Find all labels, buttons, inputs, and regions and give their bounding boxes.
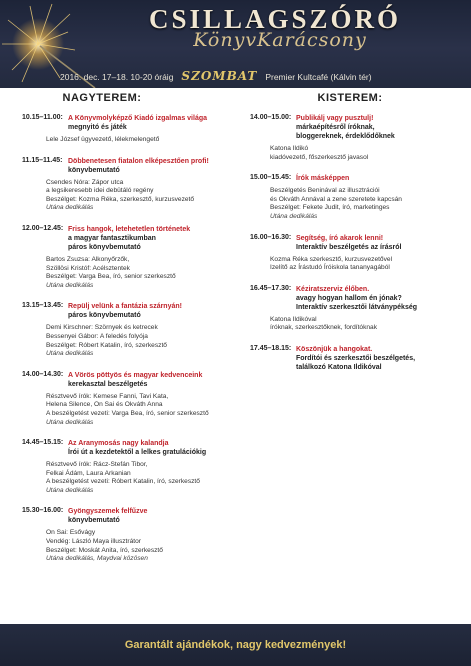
slot-heading bbox=[296, 114, 395, 141]
slot-subtitle: megnyitó és játék bbox=[68, 124, 127, 131]
slot-detail-line: Kozma Réka szerkesztő, kurzusvezetővel bbox=[270, 255, 393, 263]
slot-heading bbox=[296, 174, 349, 183]
event-venue: Premier Kultcafé (Kálvin tér) bbox=[265, 72, 372, 82]
slot-signing-note: Utána dedikálás bbox=[46, 350, 94, 358]
slot-title: Repülj velünk a fantázia szárnyán! bbox=[68, 303, 182, 311]
slot-header bbox=[250, 345, 455, 372]
slot-header bbox=[22, 507, 247, 525]
slot-header bbox=[22, 371, 247, 389]
slot-detail-line: Beszélget: Fekete Judit, író, marketinges bbox=[270, 204, 390, 212]
slot-title: Segítség, író akarok lenni! bbox=[296, 234, 384, 242]
slot-header bbox=[250, 234, 455, 252]
slot-detail-line: Beszélget: Varga Bea, író, senior szerkesztő bbox=[46, 273, 176, 281]
slot-details bbox=[22, 136, 247, 145]
slot-detail-line: Demi Kirschner: Szörnyek és ketrecek bbox=[46, 324, 158, 332]
slot-detail-line: Helena Silence, On Sai és Okváth Anna bbox=[46, 401, 163, 409]
slot-detail-line: Vendég: László Maya illusztrátor bbox=[46, 538, 141, 546]
slot-title: Kéziratszerviz élőben. bbox=[296, 285, 370, 293]
slot-details bbox=[250, 316, 455, 333]
program-slot bbox=[250, 174, 455, 221]
slot-details bbox=[250, 145, 455, 162]
slot-title: Publikálj vagy pusztulj! bbox=[296, 115, 374, 122]
slot-time: 10.15–11.00: bbox=[22, 114, 63, 121]
event-subtitle: KönyvKarácsony bbox=[193, 29, 367, 51]
slot-detail-line: A beszélgetést vezeti: Varga Bea, író, senior szerkesztő bbox=[46, 409, 209, 417]
slot-heading bbox=[68, 371, 202, 389]
program-slot bbox=[22, 507, 247, 563]
slot-time: 16.00–16.30: bbox=[250, 233, 292, 241]
slot-title: Írók másképpen bbox=[296, 175, 350, 183]
slot-header bbox=[250, 114, 455, 141]
slot-detail-line: Katona Ildikó bbox=[270, 145, 309, 152]
slot-detail-line: Beszélget: Moskát Anita, író, szerkesztő bbox=[46, 546, 163, 554]
slot-details bbox=[22, 179, 247, 213]
slot-heading bbox=[68, 302, 182, 320]
slot-time: 15.00–15.45: bbox=[250, 174, 292, 182]
slot-details bbox=[250, 256, 455, 273]
slot-title: Gyöngyszemek felfűzve bbox=[68, 508, 148, 516]
slot-title: Friss hangok, letehetetlen történetek bbox=[68, 225, 191, 233]
slot-header bbox=[250, 285, 455, 312]
slot-details bbox=[22, 461, 247, 495]
slot-subtitle: könyvbemutató bbox=[68, 166, 120, 174]
slot-subtitle: márkaépítésről íróknak, bloggereknek, érdeklődőknek bbox=[296, 124, 395, 140]
slot-heading bbox=[68, 225, 190, 252]
slot-detail-line: Beszélget: Kozma Réka, szerkesztő, kurzusvezető bbox=[46, 195, 195, 203]
slot-detail-line: On Sai: Esővágy bbox=[46, 529, 96, 537]
slot-subtitle: Interaktív beszélgetés az írásról bbox=[296, 243, 402, 251]
slot-header bbox=[22, 114, 247, 132]
slot-detail-line: Felkai Ádám, Laura Arkanian bbox=[46, 469, 131, 477]
slot-subtitle: páros könyvbemutató bbox=[68, 312, 141, 320]
slot-heading bbox=[68, 439, 206, 457]
slot-signing-note: Utána dedikálás bbox=[46, 281, 94, 289]
footer-banner bbox=[0, 624, 471, 666]
slot-time: 12.00–12.45: bbox=[22, 224, 64, 232]
slot-signing-note: Utána dedikálás, Maydvai közösen bbox=[46, 555, 148, 563]
slot-time: 17.45–18.15: bbox=[250, 344, 292, 352]
room-title-nagyterem: NAGYTEREM: bbox=[62, 92, 142, 104]
slot-heading bbox=[296, 234, 401, 252]
slot-time: 16.45–17.30: bbox=[250, 284, 292, 292]
slot-heading bbox=[296, 285, 417, 312]
slot-detail-line: kiadóvezető, főszerkesztő javasol bbox=[270, 153, 369, 161]
program-slot bbox=[250, 234, 455, 273]
slot-signing-note: Utána dedikálás bbox=[46, 418, 94, 426]
slot-detail-line: Beszélget: Róbert Katalin, író, szerkesztő bbox=[46, 341, 167, 349]
slot-subtitle: Fordítói és szerkesztői beszélgetés, találkozó Katona Ildikóval bbox=[296, 354, 416, 371]
slot-header bbox=[22, 225, 247, 252]
slot-details bbox=[22, 529, 247, 563]
room-nagyterem bbox=[22, 92, 247, 576]
slot-heading bbox=[68, 114, 207, 132]
slot-subtitle: kerekasztal beszélgetés bbox=[68, 380, 148, 388]
slot-time: 11.15–11.45: bbox=[22, 156, 63, 164]
slot-title: A Könyvmolyképző Kiadó izgalmas világa bbox=[68, 115, 208, 122]
slot-header bbox=[22, 302, 247, 320]
slot-detail-line: Katona Ildikóval bbox=[270, 315, 317, 323]
slot-title: A Vörös pöttyös és magyar kedvenceink bbox=[68, 371, 203, 379]
slot-time: 13.15–13.45: bbox=[22, 302, 64, 310]
slot-time: 14.00–15.00: bbox=[250, 114, 292, 121]
slot-title: Döbbenetesen fiatalon elképesztően profi! bbox=[68, 157, 209, 165]
event-day: SZOMBAT bbox=[181, 69, 258, 83]
program-slot bbox=[250, 345, 455, 372]
slot-heading bbox=[68, 157, 209, 175]
slot-heading bbox=[296, 345, 415, 372]
slot-heading bbox=[68, 507, 147, 525]
slot-detail-line: a legsikeresebb idei debütáló regény bbox=[46, 187, 154, 195]
slot-detail-line: Bartos Zsuzsa: Alkonyőrzők, bbox=[46, 255, 130, 263]
slot-details bbox=[22, 324, 247, 358]
slot-detail-line: Szöllösi Kristóf: Acélsztentek bbox=[46, 264, 130, 272]
room-kisterem bbox=[250, 92, 455, 384]
program-slot bbox=[22, 302, 247, 358]
slot-detail-line: Csendes Nóra: Zápor utca bbox=[46, 178, 124, 186]
slot-header bbox=[22, 439, 247, 457]
slot-subtitle: Írói út a kezdetektől a lelkes gratulációkig bbox=[68, 449, 207, 457]
event-info-line bbox=[60, 69, 470, 83]
slot-time: 14.45–15.15: bbox=[22, 439, 64, 447]
event-title: CSILLAGSZÓRÓ bbox=[148, 4, 402, 34]
slot-subtitle: könyvbemutató bbox=[68, 517, 120, 525]
slot-detail-line: Résztvevő írók: Kemese Fanni, Tavi Kata, bbox=[46, 392, 169, 400]
event-date: 2016. dec. 17–18. 10-20 óráig bbox=[60, 72, 174, 82]
slot-signing-note: Utána dedikálás bbox=[270, 212, 318, 220]
slot-signing-note: Utána dedikálás bbox=[46, 486, 94, 494]
slot-time: 14.00–14.30: bbox=[22, 370, 64, 378]
slot-header bbox=[250, 174, 455, 183]
program-slot bbox=[22, 157, 247, 213]
slot-detail-line: Izelítő az Írástudó Íróiskola tananyagából bbox=[270, 264, 390, 272]
slot-subtitle: a magyar fantasztikumban páros könyvbemutató bbox=[68, 234, 156, 251]
slot-details bbox=[22, 256, 247, 290]
slot-detail-line: íróknak, szerkesztőknek, fordítóknak bbox=[270, 324, 378, 332]
program-slot bbox=[22, 225, 247, 290]
slot-title: Az Aranymosás nagy kalandja bbox=[68, 440, 169, 448]
program-slot bbox=[250, 285, 455, 333]
header-banner bbox=[0, 0, 471, 88]
slot-detail-line: A beszélgetést vezeti: Róbert Katalin, író, szerkesztő bbox=[46, 478, 200, 486]
slot-title: Köszönjük a hangokat. bbox=[296, 345, 373, 353]
program-columns bbox=[0, 92, 471, 620]
slot-details bbox=[22, 393, 247, 427]
slot-detail-line: Beszélgetés Beninával az illusztrációi bbox=[270, 187, 380, 195]
slot-header bbox=[22, 157, 247, 175]
slot-detail-line: Lele József ügyvezető, lélekmelengető bbox=[46, 136, 160, 143]
program-slot bbox=[22, 439, 247, 495]
slot-detail-line: Résztvevő írók: Rácz-Stefán Tibor, bbox=[46, 461, 148, 469]
room-title-kisterem: KISTEREM: bbox=[317, 92, 383, 104]
slot-signing-note: Utána dedikálás bbox=[46, 204, 94, 212]
slot-subtitle: avagy hogyan hallom én jónak? Interaktív szerkesztői látványpékség bbox=[296, 294, 418, 311]
slot-detail-line: Bessenyei Gábor: A feledés folyója bbox=[46, 332, 148, 340]
program-slot bbox=[250, 114, 455, 162]
slot-time: 15.30–16.00: bbox=[22, 507, 64, 515]
slot-details bbox=[250, 187, 455, 221]
slot-detail-line: és Okváth Annával a zene szeretete kapcsán bbox=[270, 195, 402, 203]
program-slot bbox=[22, 371, 247, 427]
program-slot bbox=[22, 114, 247, 145]
footer-text: Garantált ajándékok, nagy kedvezmények! bbox=[124, 639, 347, 651]
